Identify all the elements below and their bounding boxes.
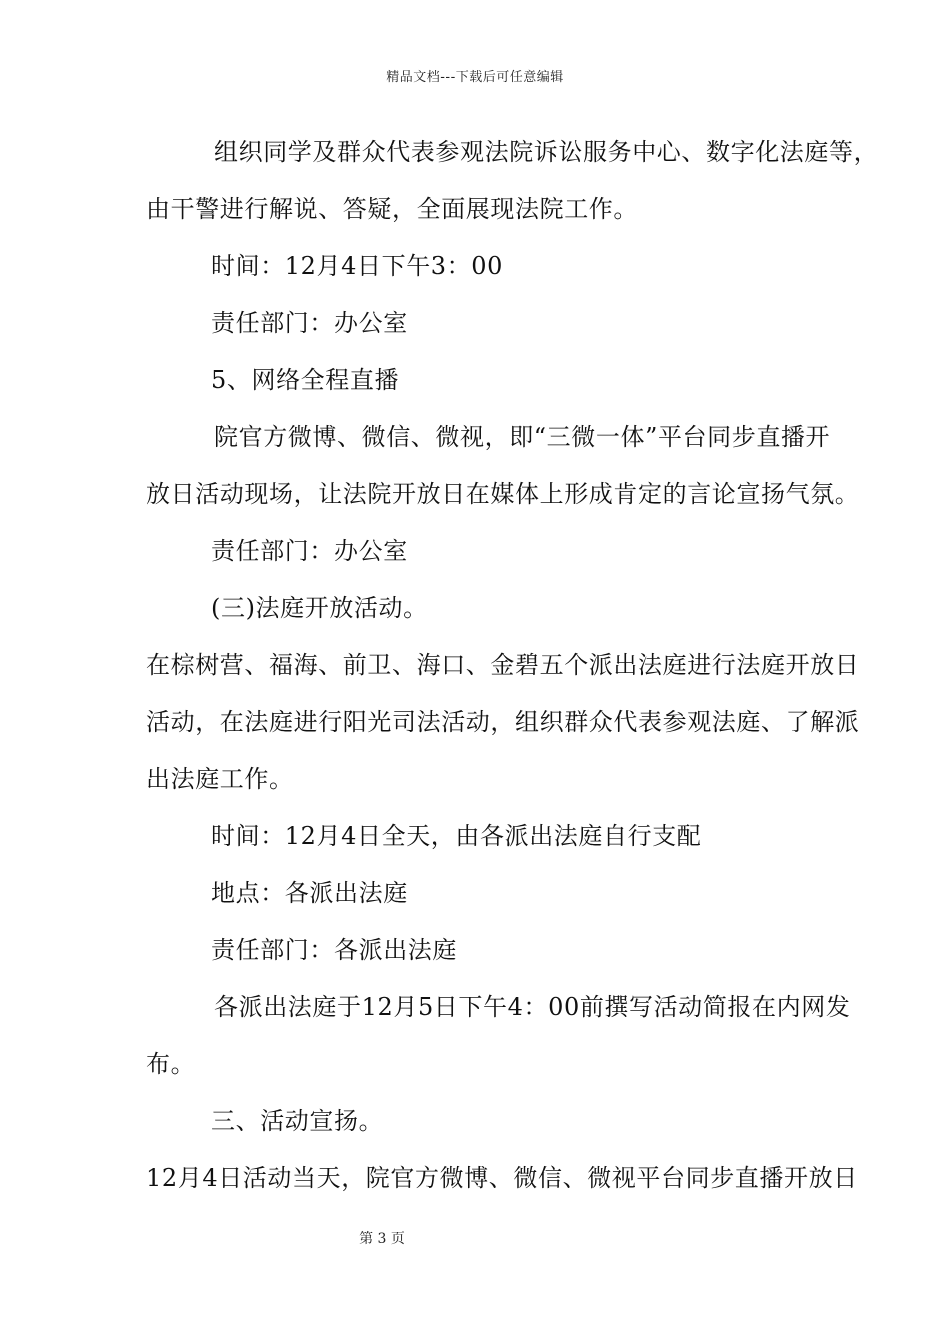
body-line: 院官方微博、微信、微视，即“三微一体”平台同步直播开 [214,423,831,451]
body-line: 12月4日活动当天，院官方微博、微信、微视平台同步直播开放日 [146,1164,858,1192]
body-line: 布。 [146,1050,196,1078]
body-line: 组织同学及群众代表参观法院诉讼服务中心、数字化法庭等， [214,138,879,166]
body-line: 责任部门：办公室 [211,309,408,337]
page-number: 第 3 页 [359,1231,405,1247]
section-heading: (三)法庭开放活动。 [211,594,428,622]
body-line: 活动，在法庭进行阳光司法活动，组织群众代表参观法庭、了解派 [146,708,860,736]
body-line: 时间：12月4日下午3：00 [211,252,504,280]
body-line: 5、网络全程直播 [211,366,400,394]
section-heading: 三、活动宣扬。 [211,1107,384,1135]
body-line: 由干警进行解说、答疑，全面展现法院工作。 [146,195,638,223]
body-line: 放日活动现场，让法院开放日在媒体上形成肯定的言论宣扬气氛。 [146,480,860,508]
body-line: 各派出法庭于12月5日下午4：00前撰写活动简报在内网发 [214,993,851,1021]
page-header: 精品文档---下载后可任意编辑 [386,70,564,85]
body-line: 出法庭工作。 [146,765,294,793]
body-line: 责任部门：各派出法庭 [211,936,457,964]
body-line: 地点：各派出法庭 [211,879,408,907]
body-line: 时间：12月4日全天，由各派出法庭自行支配 [211,822,702,850]
body-line: 在棕树营、福海、前卫、海口、金碧五个派出法庭进行法庭开放日 [146,651,860,679]
body-line: 责任部门：办公室 [211,537,408,565]
